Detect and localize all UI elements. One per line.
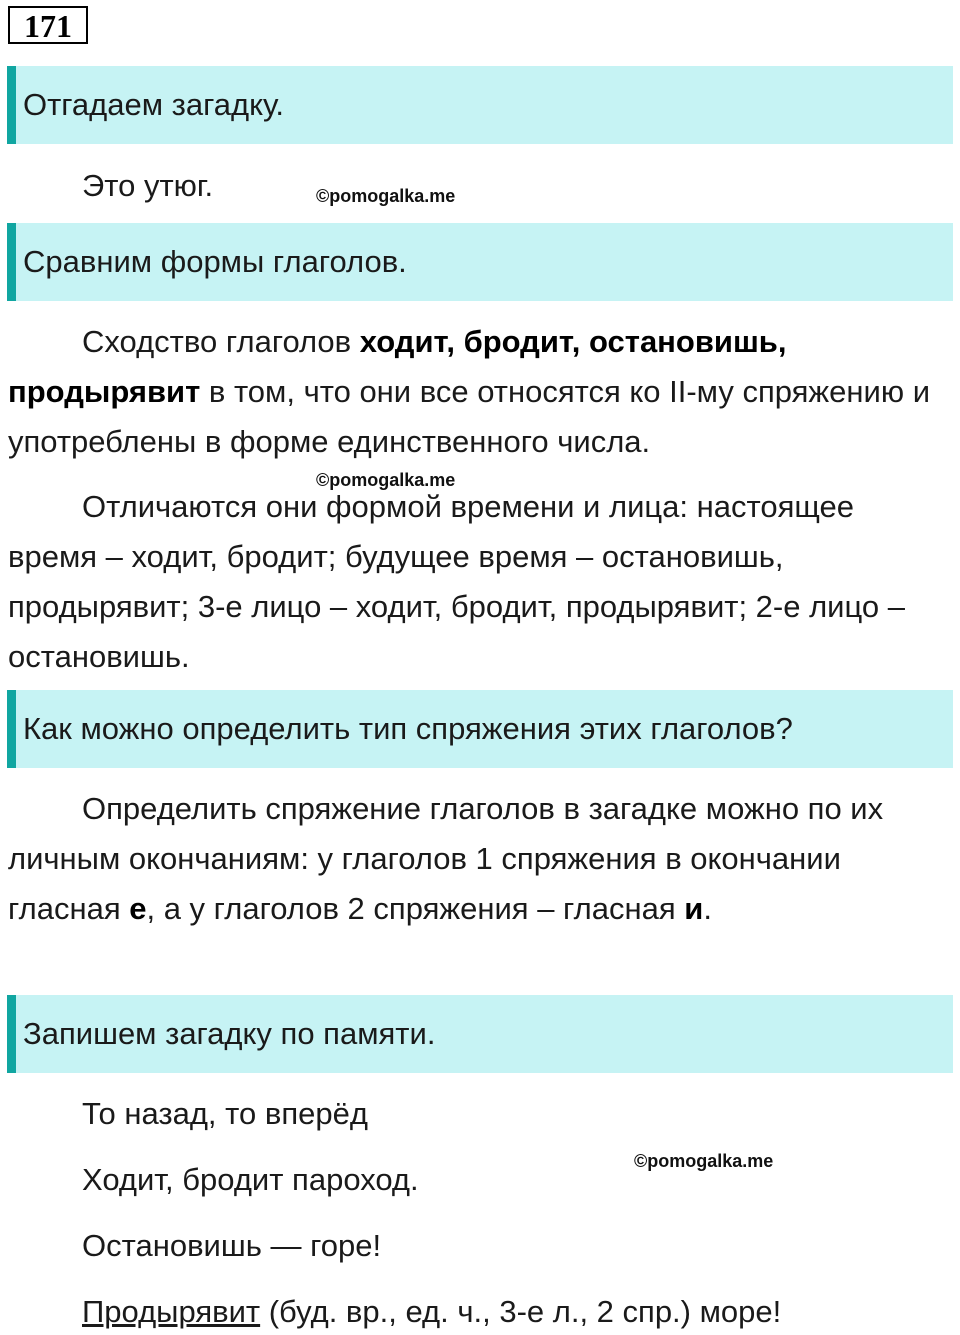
task-number: 171 bbox=[8, 6, 88, 44]
section-heading-write-riddle: Запишем загадку по памяти. bbox=[7, 995, 953, 1073]
watermark: ©pomogalka.me bbox=[316, 186, 456, 206]
difference-paragraph bbox=[8, 482, 938, 682]
riddle-answer: Это утюг. bbox=[82, 168, 214, 203]
conjugation-text-3: . bbox=[703, 891, 712, 926]
similarity-paragraph bbox=[8, 317, 938, 467]
riddle-line-2: Ходит, бродит пароход. bbox=[82, 1162, 419, 1197]
section-heading-riddle: Отгадаем загадку. bbox=[7, 66, 953, 144]
verb-analysis: (буд. вр., ед. ч., 3-е л., 2 спр.) море! bbox=[260, 1294, 782, 1329]
underlined-verb: Продырявит bbox=[82, 1294, 261, 1329]
conjugation-text-1: Определить спряжение глаголов в загадке можно по их личным окончаниям: у глаголов 1 спряжения в окончании гласная bbox=[8, 791, 884, 926]
vowel-e: е bbox=[129, 891, 147, 926]
watermark: ©pomogalka.me bbox=[634, 1151, 774, 1171]
conjugation-paragraph bbox=[8, 784, 938, 934]
similarity-verbs: ходит, бродит, остановишь, продырявит bbox=[8, 324, 787, 409]
similarity-text-end: в том, что они все относятся ко II-му спряжению и употреблены в форме единственного числа. bbox=[8, 374, 931, 459]
watermark: ©pomogalka.me bbox=[316, 470, 456, 490]
riddle-line-3: Остановишь — горе! bbox=[82, 1228, 382, 1263]
riddle-line-4 bbox=[82, 1292, 781, 1332]
conjugation-text-2: , а у глаголов 2 спряжения – гласная bbox=[146, 891, 685, 926]
section-heading-compare: Сравним формы глаголов. bbox=[7, 223, 953, 301]
vowel-i: и bbox=[684, 891, 704, 926]
section-heading-conjugation: Как можно определить тип спряжения этих глаголов? bbox=[7, 690, 953, 768]
difference-text: Отличаются они формой времени и лица: настоящее время – ходит, бродит; будущее время – остановишь, продырявит; 3-е лицо – ходит, бродит, продырявит; 2-е лицо – остановишь. bbox=[8, 489, 906, 674]
similarity-text-start: Сходство глаголов bbox=[82, 324, 360, 359]
riddle-line-1: То назад, то вперёд bbox=[82, 1096, 368, 1131]
